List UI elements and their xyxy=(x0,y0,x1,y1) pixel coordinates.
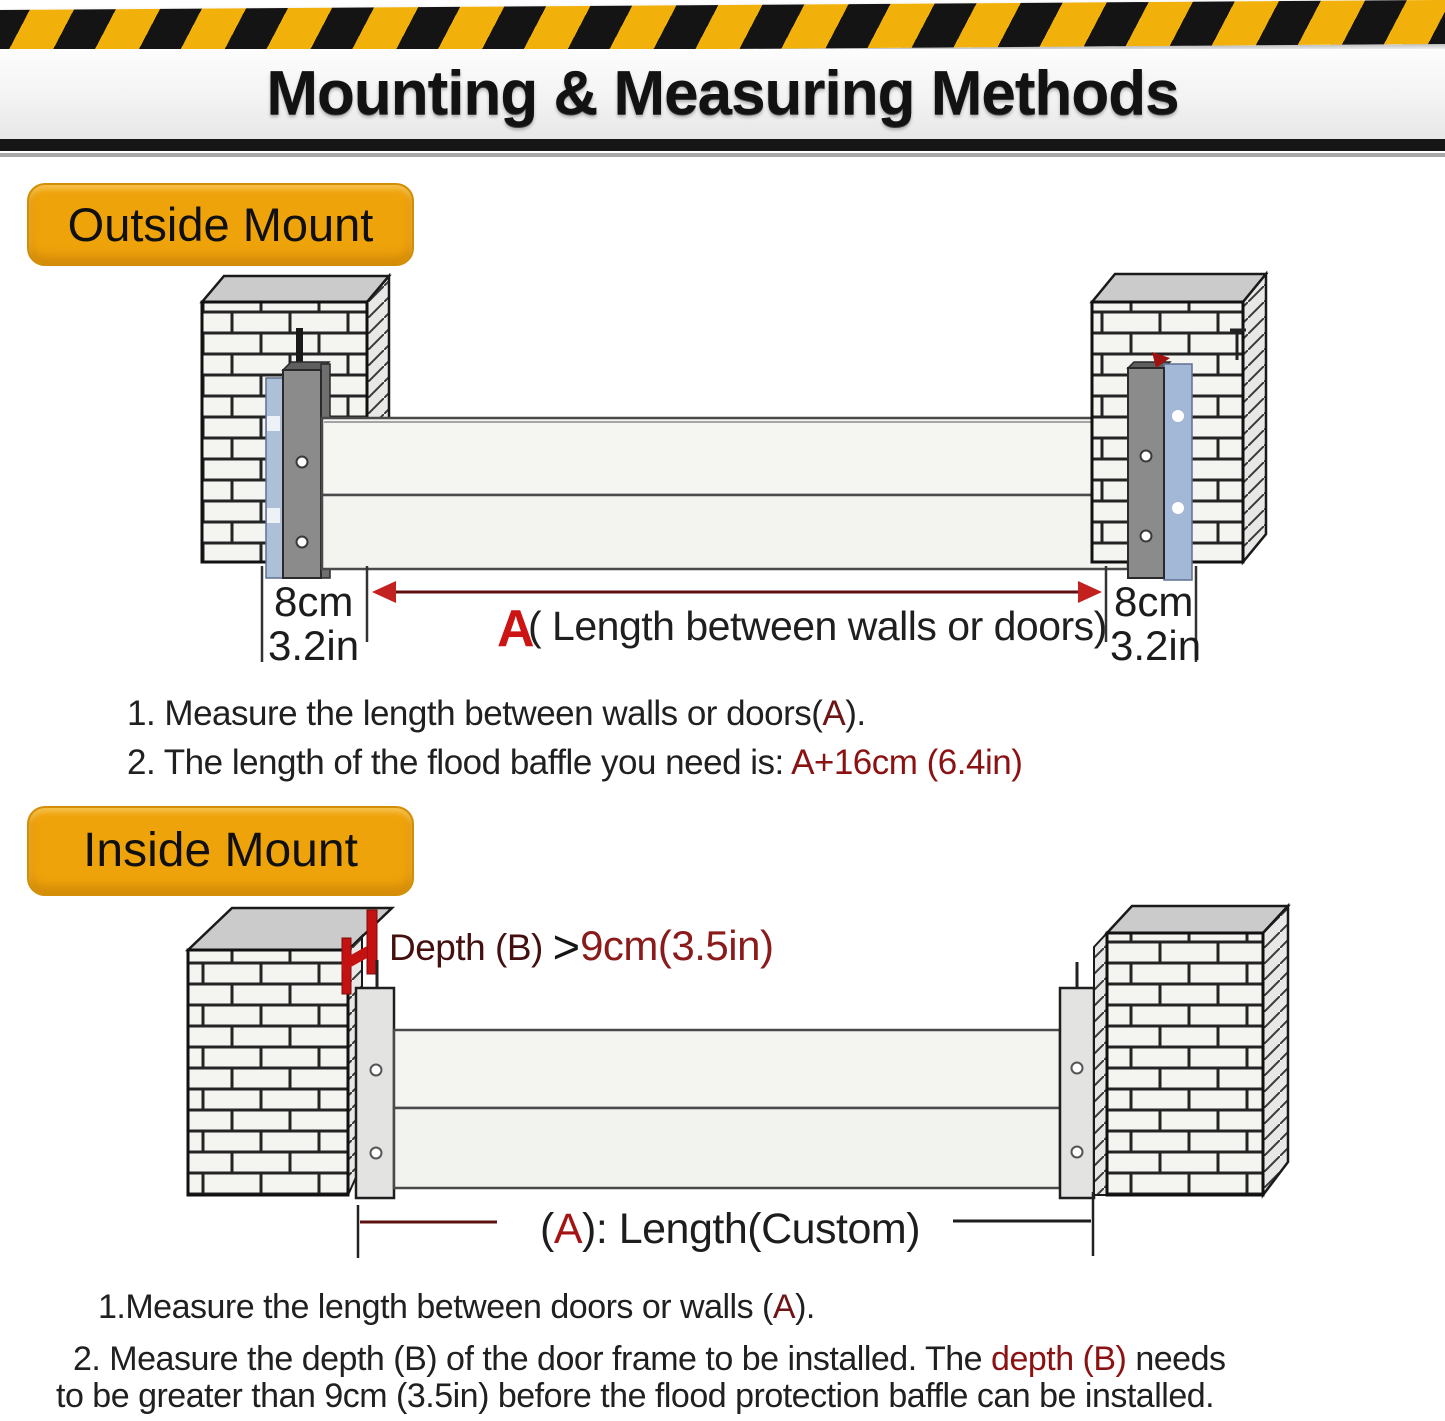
depth-label xyxy=(389,919,773,974)
dim-right-inch: 3.2in xyxy=(1110,622,1202,669)
text: 1.Measure the length between doors or walls ( xyxy=(98,1288,773,1326)
inside-instruction-2 xyxy=(73,1340,1225,1379)
inside-instruction-1 xyxy=(98,1288,815,1327)
seal-strip xyxy=(1164,364,1192,580)
flood-baffle xyxy=(394,1030,1060,1188)
text: ). xyxy=(845,694,866,733)
text: ( xyxy=(540,1205,554,1253)
outside-instruction-1 xyxy=(127,694,866,734)
outside-mount-badge: Outside Mount xyxy=(27,183,414,266)
header-divider-shadow xyxy=(0,153,1445,157)
outside-instruction-2 xyxy=(127,743,1022,783)
right-rail xyxy=(1060,962,1094,1198)
span-label-a: A xyxy=(497,600,535,658)
text: 2. The length of the flood baffle you need is: xyxy=(127,743,792,782)
header-divider xyxy=(0,139,1445,151)
dim-right-cm: 8cm xyxy=(1114,578,1194,625)
screw-hole xyxy=(1141,451,1152,462)
screw-hole xyxy=(371,1065,382,1076)
screw-hole xyxy=(1072,1063,1083,1074)
text: ). xyxy=(795,1288,815,1326)
text: needs xyxy=(1126,1340,1226,1378)
highlight-depth: depth (B) xyxy=(991,1340,1127,1378)
formula: A+16cm (6.4in) xyxy=(791,743,1023,782)
right-pillar xyxy=(1094,906,1288,1195)
greater-than-sign: > xyxy=(552,920,581,973)
span-label-rest: ( Length between walls or doors) xyxy=(528,603,1107,649)
page-title: Mounting & Measuring Methods xyxy=(266,59,1179,128)
length-label xyxy=(540,1205,920,1254)
depth-value: 9cm(3.5in) xyxy=(580,922,774,969)
hazard-stripe-banner xyxy=(0,0,1445,54)
flood-baffle xyxy=(322,418,1128,569)
depth-text: Depth (B) xyxy=(389,927,553,968)
screw-hole xyxy=(1072,1147,1083,1158)
seal-strip xyxy=(266,378,283,578)
screw-hole xyxy=(297,457,308,468)
right-rail xyxy=(1128,352,1192,580)
dim-left-cm: 8cm xyxy=(274,578,354,625)
inside-mount-badge: Inside Mount xyxy=(27,806,414,896)
screw-hole xyxy=(371,1148,382,1159)
title-band xyxy=(0,49,1445,139)
text: ): Length(Custom) xyxy=(582,1205,921,1253)
left-rail xyxy=(356,960,394,1198)
outside-mount-diagram xyxy=(0,270,1445,680)
screw-hole xyxy=(1141,531,1152,542)
text: 2. Measure the depth (B) of the door frame to be installed. The xyxy=(73,1340,992,1378)
screw-hole xyxy=(297,537,308,548)
dim-left-inch: 3.2in xyxy=(268,622,360,669)
outside-dimension xyxy=(262,566,1201,669)
highlight-a: A xyxy=(822,694,846,733)
highlight-a: A xyxy=(553,1205,583,1253)
inside-instruction-3: to be greater than 9cm (3.5in) before the flood protection baffle can be installed. xyxy=(56,1377,1215,1415)
highlight-a: A xyxy=(772,1288,796,1326)
text: 1. Measure the length between walls or doors( xyxy=(127,694,823,733)
